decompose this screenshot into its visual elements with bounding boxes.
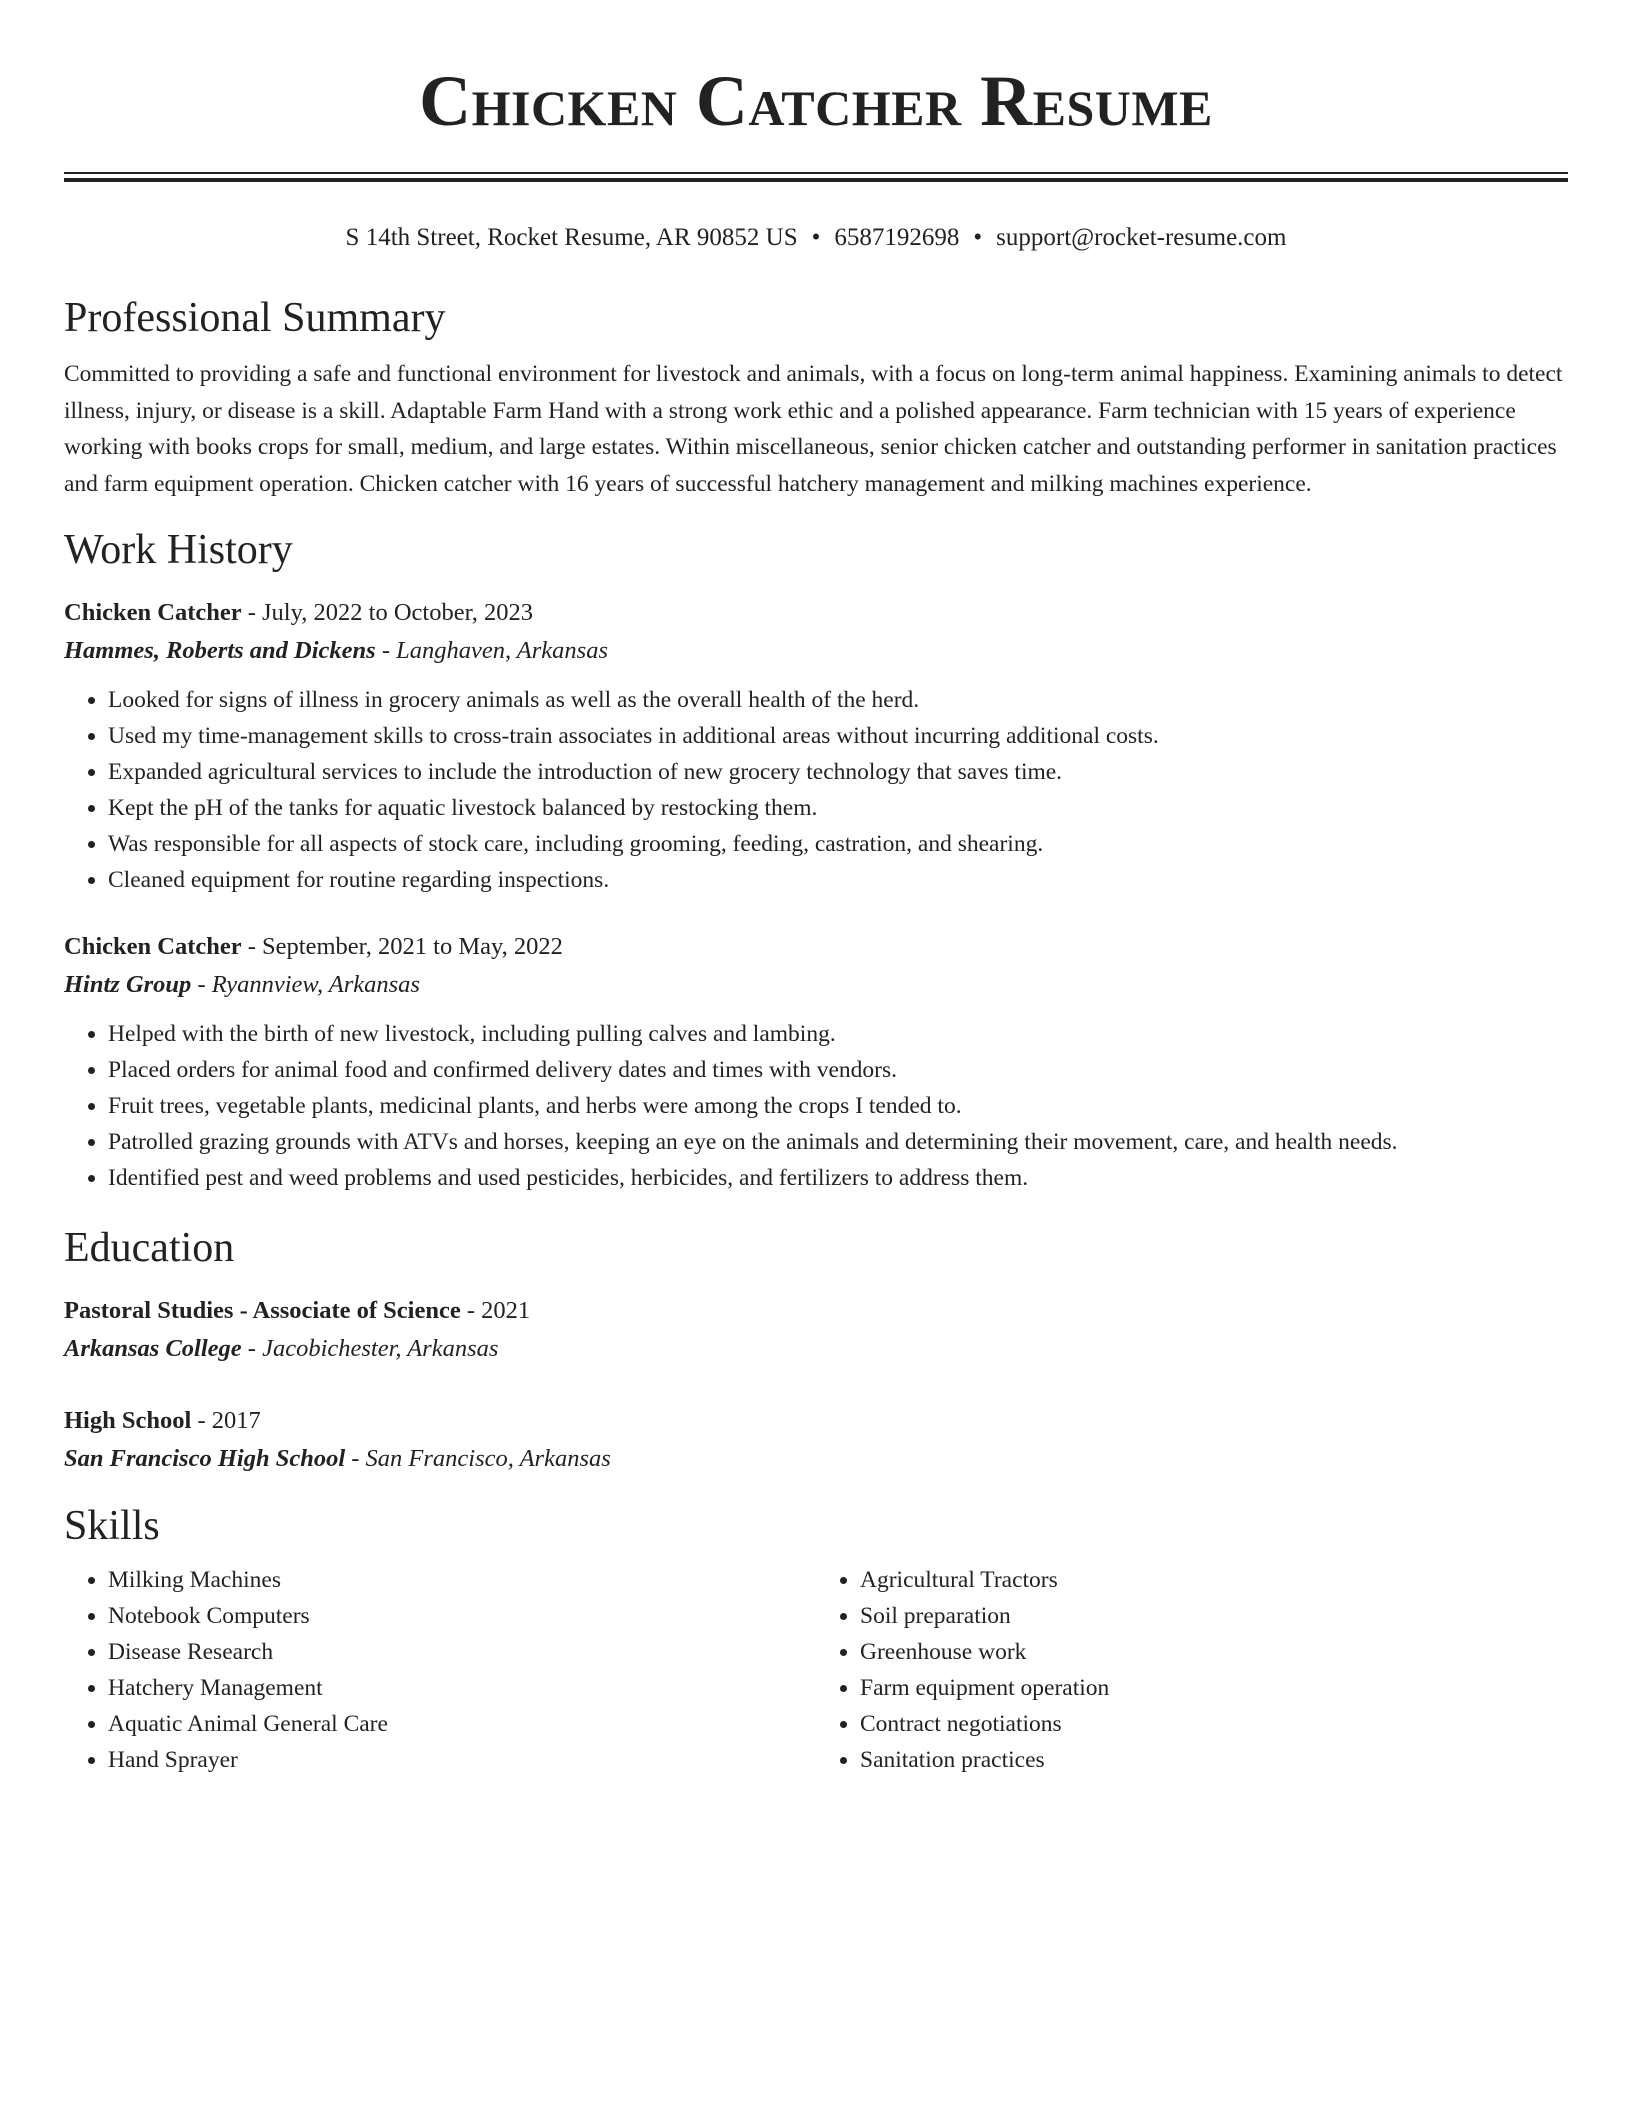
- work-history-heading: Work History: [64, 527, 293, 573]
- graduation-year: - 2021: [460, 1297, 531, 1324]
- school-line: [64, 1330, 1568, 1368]
- skills-list-left: [64, 1562, 816, 1778]
- company-line: [64, 966, 1568, 1004]
- job-entry: [64, 594, 1568, 898]
- education-heading: Education: [64, 1225, 235, 1271]
- company-location: - Langhaven, Arkansas: [375, 637, 609, 664]
- contact-separator: •: [973, 224, 983, 251]
- job-dates: - July, 2022 to October, 2023: [241, 599, 534, 626]
- list-item: • Identified pest and weed problems and used pesticides, herbicides, and fertilizers to address them.: [108, 1160, 1568, 1196]
- skill-item: • Farm equipment operation: [860, 1670, 1568, 1706]
- contact-line: [64, 222, 1568, 254]
- list-item: • Patrolled grazing grounds with ATVs and horses, keeping an eye on the animals and determining their movement, care, and health needs.: [108, 1124, 1568, 1160]
- list-item: • Expanded agricultural services to include the introduction of new grocery technology that saves time.: [108, 754, 1568, 790]
- job-duties-list: [64, 1016, 1568, 1196]
- education-section: [64, 1222, 1568, 1478]
- degree-line: [64, 1402, 1568, 1440]
- list-item: • Cleaned equipment for routine regarding inspections.: [108, 862, 1568, 898]
- list-item: • Was responsible for all aspects of stock care, including grooming, feeding, castration, and shearing.: [108, 826, 1568, 862]
- school-location: - Jacobichester, Arkansas: [241, 1335, 499, 1362]
- resume-title: Chicken Catcher Resume: [419, 61, 1213, 141]
- skill-item: • Hatchery Management: [108, 1670, 816, 1706]
- company-name: Hintz Group: [64, 971, 192, 998]
- skill-item: • Agricultural Tractors: [860, 1562, 1568, 1598]
- company-name: Hammes, Roberts and Dickens: [64, 637, 376, 664]
- company-location: - Ryannview, Arkansas: [191, 971, 420, 998]
- skills-heading: Skills: [64, 1503, 160, 1549]
- job-duties-list: [64, 682, 1568, 898]
- degree-line: [64, 1292, 1568, 1330]
- list-item: • Fruit trees, vegetable plants, medicinal plants, and herbs were among the crops I tended to.: [108, 1088, 1568, 1124]
- summary-heading: Professional Summary: [64, 295, 446, 341]
- job-title: Chicken Catcher: [64, 599, 242, 626]
- skill-item: • Disease Research: [108, 1634, 816, 1670]
- degree: High School: [64, 1407, 192, 1434]
- graduation-year: - 2017: [191, 1407, 261, 1434]
- job-title: Chicken Catcher: [64, 933, 242, 960]
- summary-text: Committed to providing a safe and functional environment for livestock and animals, with a focus on long-term animal happiness. Examining animals to detect illness, injury, or disease is a skill. Adaptable Farm Hand with a strong work ethic and a polished appearance. Farm technician with 15 years of experience working with books crops for small, medium, and large estates. Within miscellaneous, senior chicken catcher and outstanding performer in sanitation practices and farm equipment operation. Chicken catcher with 16 years of successful hatchery management and milking machines experience.: [64, 361, 1563, 497]
- education-entry: [64, 1402, 1568, 1478]
- skill-item: • Notebook Computers: [108, 1598, 816, 1634]
- title-double-rule: [64, 172, 1568, 182]
- skill-item: • Sanitation practices: [860, 1742, 1568, 1778]
- skill-item: • Milking Machines: [108, 1562, 816, 1598]
- degree: Pastoral Studies - Associate of Science: [64, 1297, 461, 1324]
- list-item: • Helped with the birth of new livestock, including pulling calves and lambing.: [108, 1016, 1568, 1052]
- school-name: San Francisco High School: [64, 1445, 346, 1472]
- contact-email: support@rocket-resume.com: [996, 224, 1287, 251]
- job-entry: [64, 928, 1568, 1196]
- job-title-line: [64, 928, 1568, 966]
- job-title-line: [64, 594, 1568, 632]
- skill-item: • Soil preparation: [860, 1598, 1568, 1634]
- skill-item: • Greenhouse work: [860, 1634, 1568, 1670]
- skill-item: • Aquatic Animal General Care: [108, 1706, 816, 1742]
- skill-item: • Contract negotiations: [860, 1706, 1568, 1742]
- summary-section: [64, 292, 1568, 502]
- school-line: [64, 1440, 1568, 1478]
- skill-item: • Hand Sprayer: [108, 1742, 816, 1778]
- company-line: [64, 632, 1568, 670]
- contact-address: S 14th Street, Rocket Resume, AR 90852 US: [345, 224, 798, 251]
- job-dates: - September, 2021 to May, 2022: [241, 933, 563, 960]
- skills-list-right: [816, 1562, 1568, 1778]
- school-name: Arkansas College: [64, 1335, 242, 1362]
- skills-columns: [64, 1562, 1568, 1778]
- list-item: • Used my time-management skills to cross-train associates in additional areas without incurring additional costs.: [108, 718, 1568, 754]
- education-entry: [64, 1292, 1568, 1368]
- list-item: • Placed orders for animal food and confirmed delivery dates and times with vendors.: [108, 1052, 1568, 1088]
- school-location: - San Francisco, Arkansas: [345, 1445, 611, 1472]
- list-item: • Looked for signs of illness in grocery animals as well as the overall health of the herd.: [108, 682, 1568, 718]
- contact-separator: •: [811, 224, 821, 251]
- contact-phone: 6587192698: [834, 224, 960, 251]
- list-item: • Kept the pH of the tanks for aquatic livestock balanced by restocking them.: [108, 790, 1568, 826]
- skills-section: [64, 1500, 1568, 1778]
- work-history-section: [64, 524, 1568, 1196]
